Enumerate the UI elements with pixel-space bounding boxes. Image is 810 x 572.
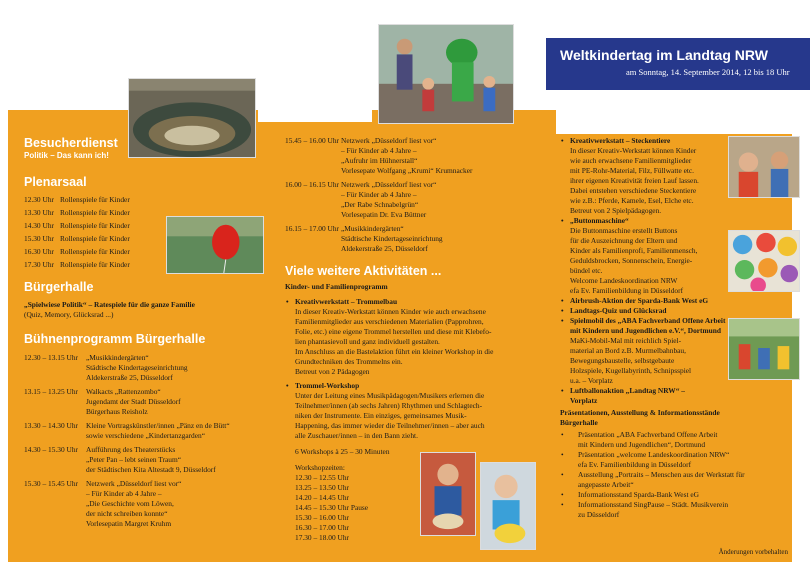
page-title: Weltkindertag im Landtag NRW — [560, 47, 768, 63]
workshop-time: 12.30 – 12.55 Uhr — [295, 473, 349, 482]
spielmobil-item: • Spielmobil des „ABA Fachverband Offene Arbeit mit Kindern und Jugendlichen e.V.“, Dortmund MaKi-Mobil-Mal mit reichlich Spiel- material an Bord z.B. Murmelbahnbau, Bewegungsbaustelle, selbstgebaute Holzspiele, Kugellabyrinth, Schnipsspiel u.a. – Vorplatz — [560, 316, 792, 386]
section-heading-plenarsaal: Plenarsaal — [24, 175, 87, 189]
schedule-row: 13.30 – 14.30 Uhr Kleine Vortragskünstler/innen „Pänz en de Bütt“ sowie verschiedene „Kindertanzgarden“ — [24, 421, 230, 440]
schedule-row: 16.15 – 17.00 Uhr „Musikkindergärten“ Städtische Kindertageseinrichtung Aldekerstraße 25, Düsseldorf — [285, 224, 443, 253]
airbrush-item: • Airbrush-Aktion der Sparda-Bank West eG — [560, 296, 792, 306]
date-line: am Sonntag, 14. September 2014, 12 bis 18 Uhr — [626, 67, 790, 77]
background-notch — [258, 110, 372, 122]
title-banner — [546, 38, 810, 90]
luftballon-item: • Luftballonaktion „Landtag NRW“ – Vorplatz — [560, 386, 792, 406]
workshop-time: 15.30 – 16.00 Uhr — [295, 513, 349, 522]
workshop-time: 16.30 – 17.00 Uhr — [295, 523, 349, 532]
spielwiese-title: „Spielwiese Politik“ – Ratespiele für die ganze Familie — [24, 300, 195, 309]
buttonmaschine-item: • „Buttonmaschine“ Die Buttonmaschine erstellt Buttons für die Auszeichnung der Eltern und Kinder als Familienprofi, Familienmensch, Geduldsbrocken, Sonnenschein, Energie- bündel etc. Welcome Landeskoordination NRW efa Ev. Familienbildung in Düsseldorf — [560, 216, 792, 296]
middle-column — [285, 136, 547, 543]
schedule-row: 12.30 Uhr Rollenspiele für Kinder — [24, 195, 130, 204]
workshop-time: 14.20 – 14.45 Uhr — [295, 493, 349, 502]
workshopzeiten-label: Workshopzeiten: — [295, 463, 345, 472]
footer-note: Änderungen vorbehalten — [718, 548, 788, 556]
steckentiere-item: • Kreativwerkstatt – Steckentiere In dieser Kreativ-Werkstatt können Kinder wie auch erwachsene Familienmitglieder mit PE-Rohr-Material, Filz, Füllwatte etc. ihrer eigenen Kreativität freien Lauf lassen. Dabei entstehen verschiedene Steckentiere wie z.B.: Pferde, Kamele, Esel, Elche etc. Betreut von 2 Spielpädagogen. — [560, 136, 792, 216]
section-heading-buehnenprogramm: Bühnenprogramm Bürgerhalle — [24, 332, 206, 346]
schedule-row: 14.30 – 15.30 Uhr Aufführung des Theaterstücks „Peter Pan – lebt seinen Traum“ der Städtischen Kita Altestadt 9, Düsseldorf — [24, 445, 216, 474]
subheading-politik: Politik – Das kann ich! — [24, 151, 109, 160]
list-item: • Präsentation „ABA Fachverband Offene Arbeit — [560, 430, 792, 440]
praesentationen-heading-sub: Bürgerhalle — [560, 418, 598, 427]
schedule-row: 17.30 Uhr Rollenspiele für Kinder — [24, 260, 130, 269]
left-column — [24, 138, 262, 529]
section-heading-besucherdienst: Besucherdienst — [24, 136, 118, 150]
schedule-row: 16.30 Uhr Rollenspiele für Kinder — [24, 247, 130, 256]
buehne-schedule — [24, 353, 262, 529]
schedule-row: 14.30 Uhr Rollenspiele für Kinder — [24, 221, 130, 230]
workshop-time: 13.25 – 13.50 Uhr — [295, 483, 349, 492]
quiz-item: • Landtags-Quiz und Glücksrad — [560, 306, 792, 316]
list-item: • Ausstellung „Portraits – Menschen aus der Werkstatt für — [560, 470, 792, 480]
schedule-row: 15.45 – 16.00 Uhr Netzwerk „Düsseldorf liest vor“ – Für Kinder ab 4 Jahre – „Aufruhr im Hühnerstall“ Vorlesepate Wolfgang „Krumi“ Krumnacker — [285, 136, 473, 175]
section-heading-buergerhalle: Bürgerhalle — [24, 280, 94, 294]
schedule-row: 15.30 – 15.45 Uhr Netzwerk „Düsseldorf liest vor“ – Für Kinder ab 4 Jahre – „Die Geschichte vom Löwen, der nicht schreiben konnte“ Vorlesepatin Margret Kruhm — [24, 479, 182, 528]
list-item: • Informationsstand SingPause – Städt. Musikverein — [560, 500, 792, 510]
schedule-row: 12.30 – 13.15 Uhr „Musikkindergärten“ Städtische Kindertageseinrichtung Aldekerstraße 25, Düsseldorf — [24, 353, 188, 382]
plenarsaal-schedule — [24, 195, 262, 270]
right-column — [560, 136, 792, 520]
schedule-row: 13.30 Uhr Rollenspiele für Kinder — [24, 208, 130, 217]
schedule-row: 15.30 Uhr Rollenspiele für Kinder — [24, 234, 130, 243]
workshop-time: 17.30 – 18.00 Uhr — [295, 533, 349, 542]
schedule-row: 16.00 – 16.15 Uhr Netzwerk „Düsseldorf liest vor“ – Für Kinder ab 4 Jahre – „Der Rabe Schnabelgrün“ Vorlesepatin Dr. Eva Büttner — [285, 180, 437, 219]
trommelbau-item: • Kreativwerkstatt – Trommelbau In dieser Kreativ-Werkstatt können Kinder wie auch erwachsene Familienmitglieder aus verschiedenen Materialien (Papprohren, Folie, etc.) eine eigene Trommel herstellen und diese mit Klebefo- lien phantasievoll und ganz individuell gestalten. Im Anschluss an die Bastelaktion führt ein kleiner Workshop in die Grundtechniken des Trommelns ein. Betreut von 2 Pädagogen — [285, 297, 547, 377]
list-item: • Informationsstand Sparda-Bank West eG — [560, 490, 792, 500]
spielwiese-subtitle: (Quiz, Memory, Glücksrad ...) — [24, 310, 114, 319]
background-notch — [556, 110, 792, 134]
schedule-row: 13.15 – 13.25 Uhr Walkacts „Rattenzombo“ Jugendamt der Stadt Düsseldorf Bürgerhaus Reisholz — [24, 387, 181, 416]
list-item: • Präsentation „welcome Landeskoordination NRW“ — [560, 450, 792, 460]
workshops-count: 6 Workshops à 25 – 30 Minuten — [295, 447, 390, 456]
praesentationen-heading: Präsentationen, Ausstellung & Informationsstände — [560, 408, 720, 417]
workshop-time: 14.45 – 15.30 Uhr Pause — [295, 503, 369, 512]
trommel-workshop-item: • Trommel-Workshop Unter der Leitung eines Musikpädagogen/Musikers erlernen die Teilnehmer/innen (ab sechs Jahren) Rhythmen und Schlagtech- niken der Instrumente. Ein einziges, gemeinsames Musik- Happening, das immer wieder die Teilnehmer/innen – aber auch alle Zuschauer/innen – in den Bann zieht. — [285, 381, 547, 441]
section-heading-weitere: Viele weitere Aktivitäten ... — [285, 264, 442, 278]
praesentationen-list: • Präsentation „ABA Fachverband Offene Arbeit mit Kindern und Jugendlichen“, Dortmund • Präsentation „welcome Landeskoordination NRW“ efa Ev. Familienbildung in Düsseldorf • Ausstellung „Portraits – Menschen aus der Werkstatt für angepasste Arbeit“ • Informationsstand Sparda-Bank West eG • Informationsstand SingPause – Städt. Musikverein zu Düsseldorf — [560, 430, 792, 520]
kinder-familien-heading: Kinder- und Familienprogramm — [285, 282, 388, 291]
children-with-frog-photo — [378, 24, 514, 124]
